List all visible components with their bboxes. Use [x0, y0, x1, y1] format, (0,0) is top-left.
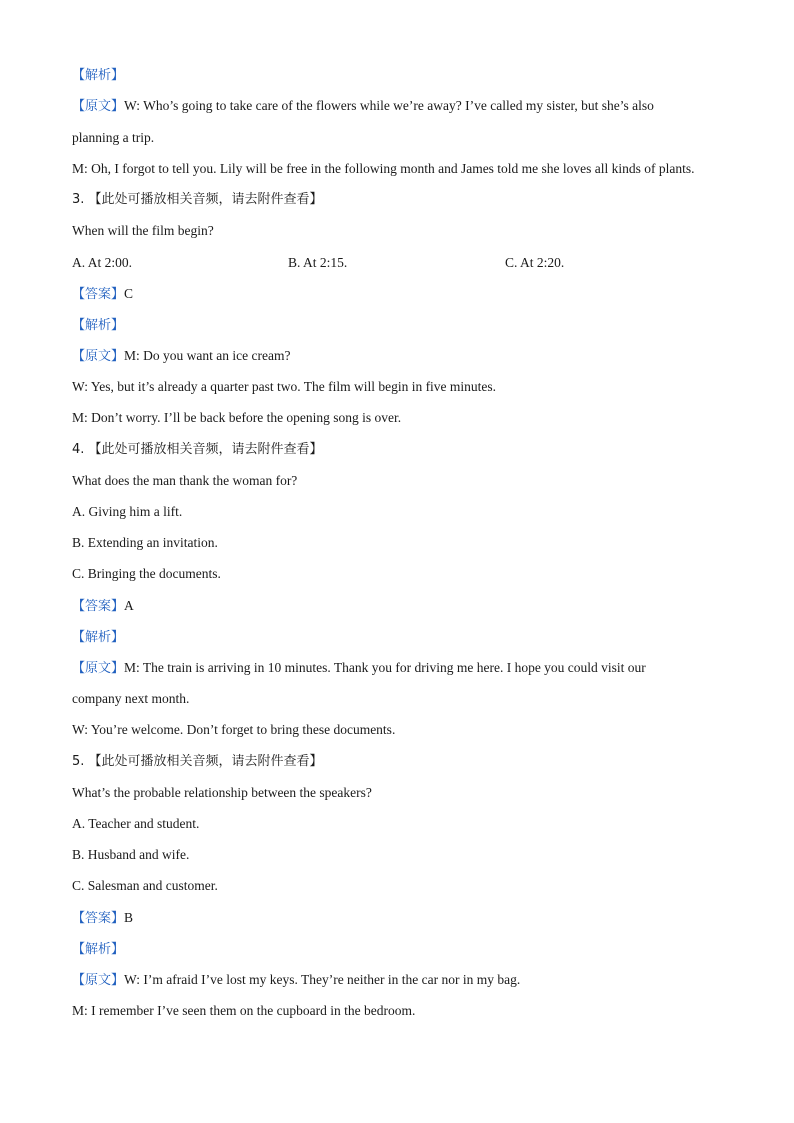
analysis-tag: 【解析】 [72, 630, 125, 645]
question-3-original [72, 347, 734, 366]
question-4-option-a: A. Giving him a lift. [72, 504, 183, 519]
question-3-option-b: B. At 2:15. [288, 255, 348, 270]
original-text: M: Do you want an ice cream? [124, 348, 291, 363]
question-3-option-c: C. At 2:20. [505, 255, 565, 270]
question-5-option-c: C. Salesman and customer. [72, 878, 218, 893]
answer-tag: 【答案】 [72, 287, 125, 302]
question-4-original [72, 659, 734, 678]
question-5-text: What’s the probable relationship between the speakers? [72, 785, 372, 800]
answer-value: C [124, 286, 134, 301]
question-4-text: What does the man thank the woman for? [72, 473, 298, 488]
original-tag: 【原文】 [72, 99, 125, 114]
original-tag: 【原文】 [72, 973, 125, 988]
original-text: M: The train is arriving in 10 minutes. Thank you for driving me here. I hope you could visit our [124, 660, 646, 675]
answer-value: A [124, 598, 134, 613]
question-3-text: When will the film begin? [72, 223, 214, 238]
question-3-analysis [72, 316, 734, 335]
question-5-option-b: B. Husband and wife. [72, 847, 190, 862]
dialogue-line: M: Oh, I forgot to tell you. Lily will be free in the following month and James told me she loves all kinds of plants. [72, 161, 695, 176]
answer-tag: 【答案】 [72, 599, 125, 614]
dialogue-line: M: Don’t worry. I’ll be back before the opening song is over. [72, 410, 402, 425]
original-text: W: I’m afraid I’ve lost my keys. They’re neither in the car nor in my bag. [124, 972, 521, 987]
analysis-tag: 【解析】 [72, 318, 125, 333]
original-tag: 【原文】 [72, 661, 125, 676]
analysis-tag: 【解析】 [72, 68, 125, 83]
analysis-tag: 【解析】 [72, 942, 125, 957]
question-3-answer [72, 285, 734, 304]
original-text-continuation: planning a trip. [72, 130, 155, 145]
dialogue-line: W: You’re welcome. Don’t forget to bring these documents. [72, 722, 396, 737]
question-3-heading: 3. 【此处可播放相关音频，请去附件查看】 [72, 192, 323, 207]
question-3-option-a: A. At 2:00. [72, 255, 133, 270]
answer-tag: 【答案】 [72, 911, 125, 926]
question-5-analysis [72, 940, 734, 959]
question-5-heading: 5. 【此处可播放相关音频，请去附件查看】 [72, 754, 323, 769]
original-text: W: Who’s going to take care of the flowers while we’re away? I’ve called my sister, but she’s also [124, 98, 654, 113]
dialogue-line: M: I remember I’ve seen them on the cupboard in the bedroom. [72, 1003, 416, 1018]
answer-value: B [124, 910, 134, 925]
question-4-option-c: C. Bringing the documents. [72, 566, 221, 581]
original-text-line [72, 97, 734, 116]
question-4-analysis [72, 628, 734, 647]
question-5-option-a: A. Teacher and student. [72, 816, 200, 831]
question-4-heading: 4. 【此处可播放相关音频，请去附件查看】 [72, 442, 323, 457]
question-5-original [72, 971, 734, 990]
question-5-answer [72, 909, 734, 928]
dialogue-continuation: company next month. [72, 691, 190, 706]
question-4-option-b: B. Extending an invitation. [72, 535, 218, 550]
dialogue-line: W: Yes, but it’s already a quarter past two. The film will begin in five minutes. [72, 379, 497, 394]
question-4-answer [72, 597, 734, 616]
original-tag: 【原文】 [72, 349, 125, 364]
analysis-heading [72, 66, 734, 85]
